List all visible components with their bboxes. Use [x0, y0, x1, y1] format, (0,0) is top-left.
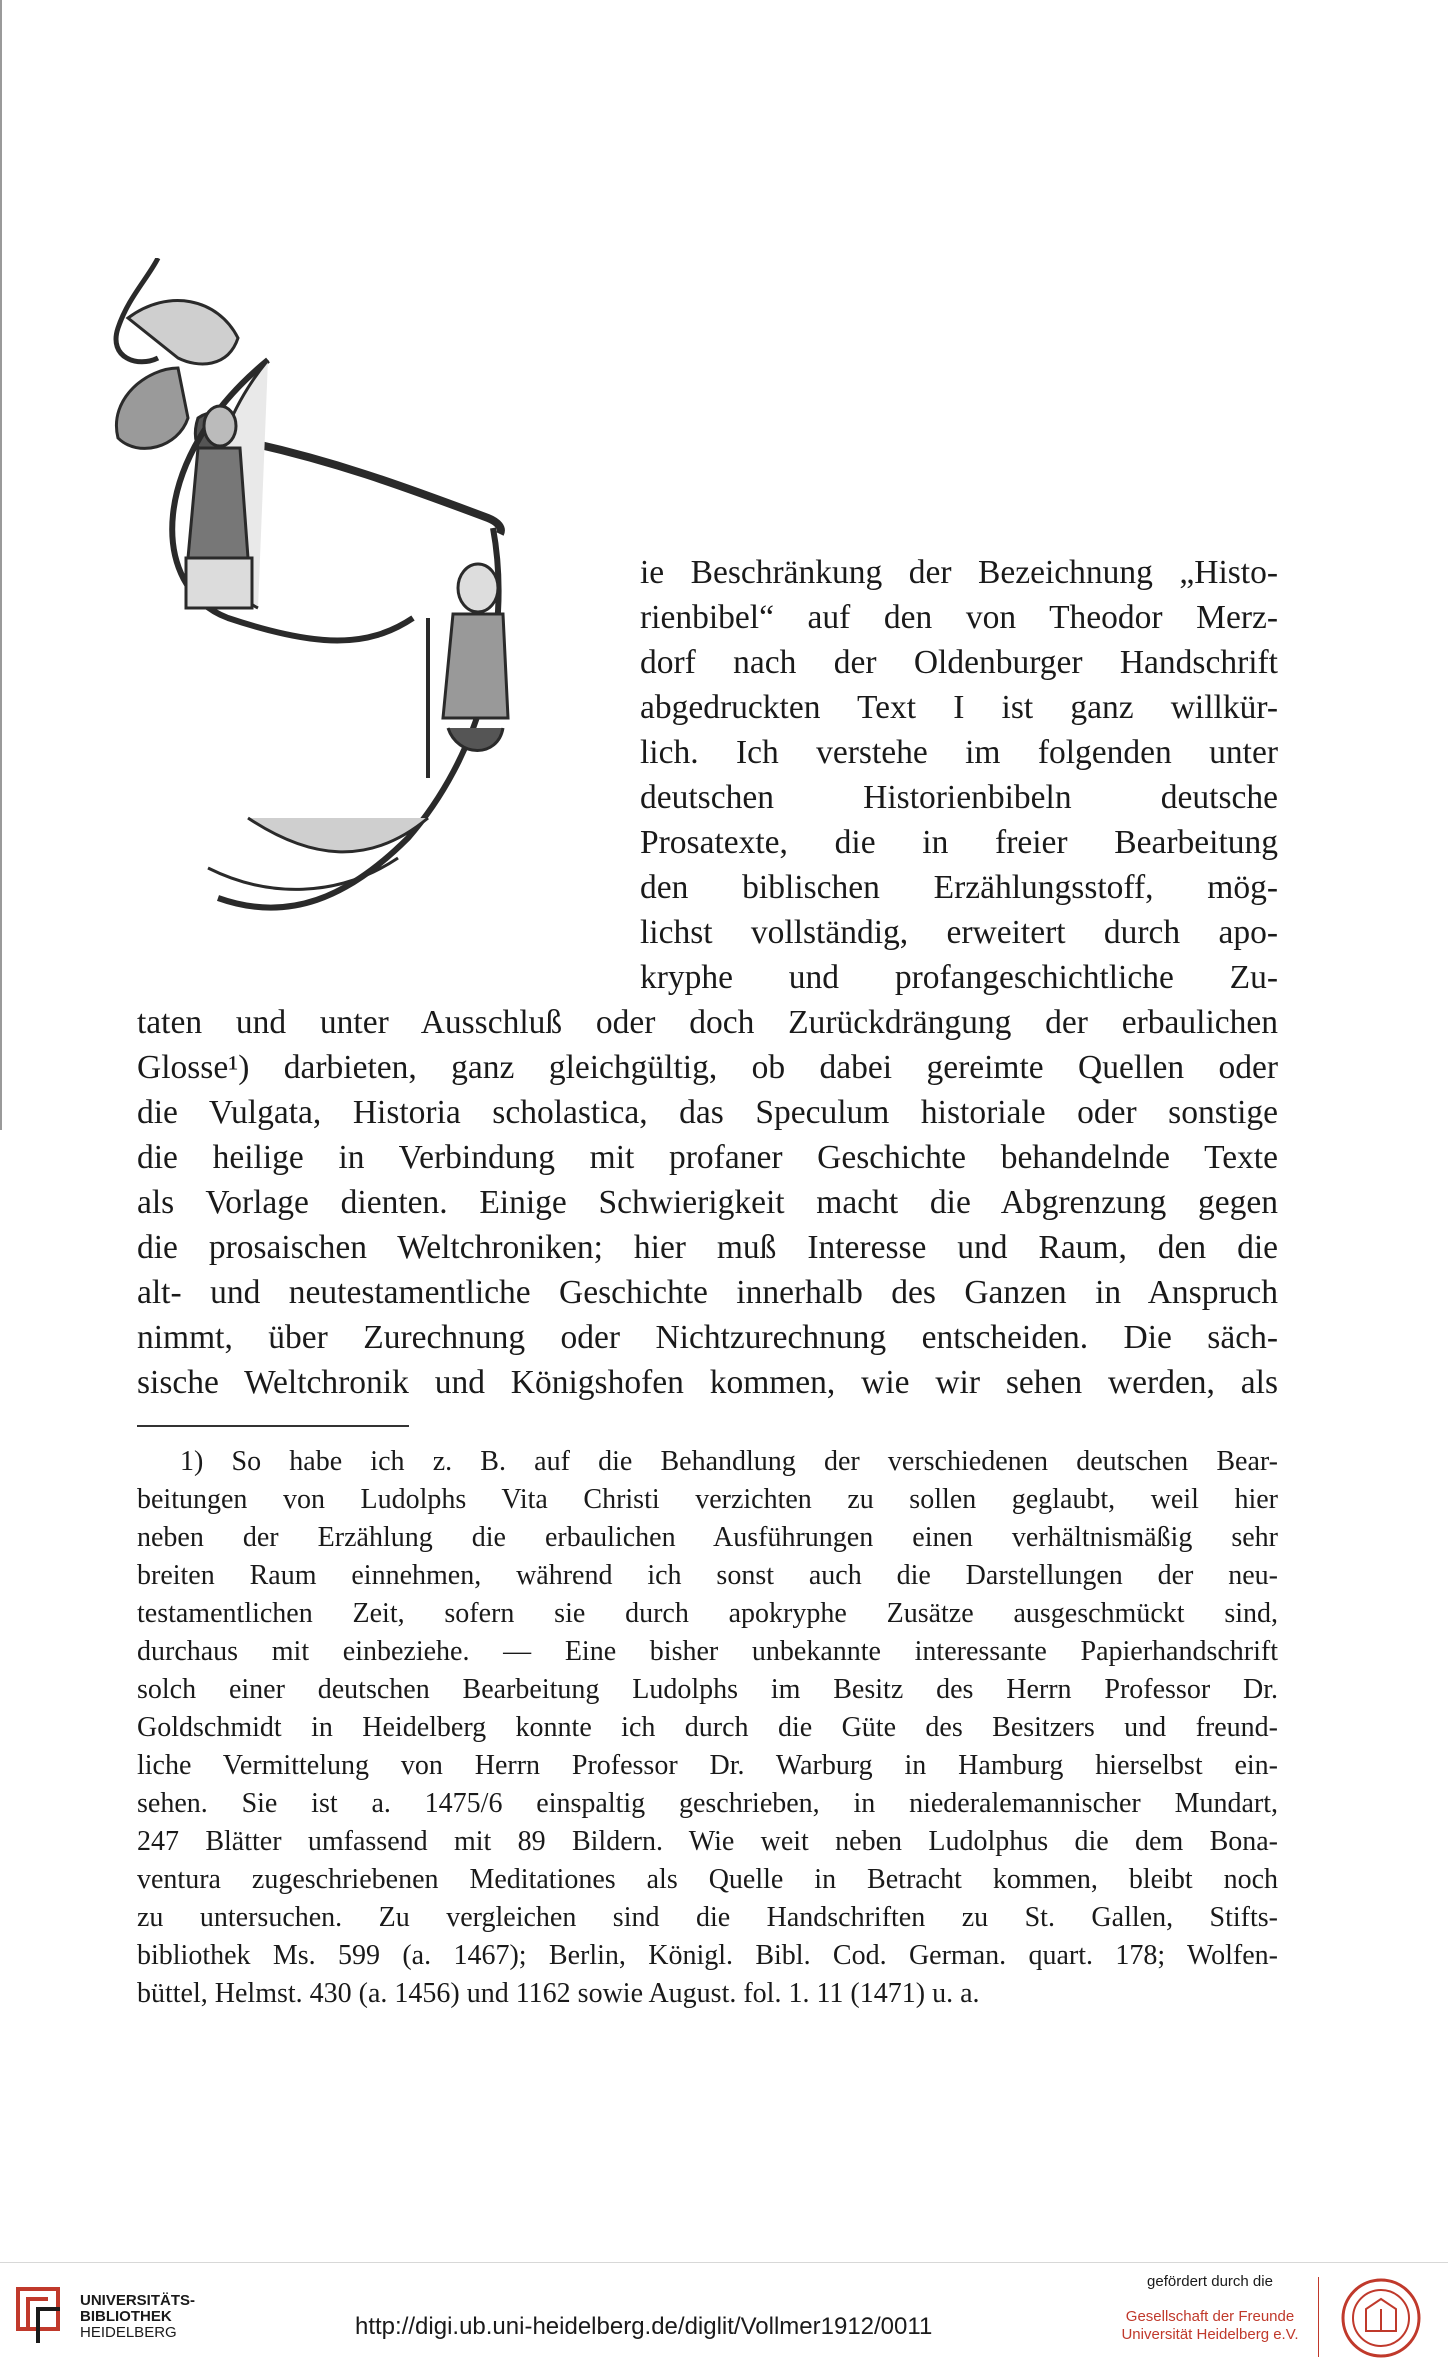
sponsor-label: gefördert durch die [1147, 2273, 1273, 2290]
text-line: lich. Ich verstehe im folgenden unter [640, 734, 1278, 771]
footnote-line: büttel, Helmst. 430 (a. 1456) und 1162 sowie August. fol. 1. 11 (1471) u. a. [137, 1978, 980, 2009]
text-line: Glosse¹) darbieten, ganz gleichgültig, ob dabei gereimte Quellen oder [137, 1049, 1278, 1086]
footnote-line: zu untersuchen. Zu vergleichen sind die Handschriften zu St. Gallen, Stifts- [137, 1902, 1278, 1933]
sponsor-block [1110, 2273, 1310, 2344]
footer-divider [1318, 2277, 1319, 2357]
footnote-line: liche Vermittelung von Herrn Professor Dr. Warburg in Hamburg hierselbst ein- [137, 1750, 1278, 1781]
footnote-line: ventura zugeschriebenen Meditationes als Quelle in Betracht kommen, bleibt noch [137, 1864, 1278, 1895]
footer-bar [0, 2262, 1448, 2370]
text-line: die prosaischen Weltchroniken; hier muß Interesse und Raum, den die [137, 1229, 1278, 1266]
text-line: als Vorlage dienten. Einige Schwierigkeit macht die Abgrenzung gegen [137, 1184, 1278, 1221]
text-line: abgedruckten Text I ist ganz willkür- [640, 689, 1278, 726]
text-line: dorf nach der Oldenburger Handschrift [640, 644, 1278, 681]
footnote-rule [137, 1425, 409, 1427]
text-line: lichst vollständig, erweitert durch apo- [640, 914, 1278, 951]
university-seal-icon [1340, 2277, 1422, 2359]
footnote-line: breiten Raum einnehmen, während ich sonst auch die Darstellungen der neu- [137, 1560, 1278, 1591]
text-line: die Vulgata, Historia scholastica, das Speculum historiale oder sonstige [137, 1094, 1278, 1131]
text-line: Prosatexte, die in freier Bearbeitung [640, 824, 1278, 861]
footnote-line: beitungen von Ludolphs Vita Christi verzichten zu sollen geglaubt, weil hier [137, 1484, 1278, 1515]
text-line: ie Beschränkung der Bezeichnung „Histo- [640, 554, 1278, 591]
sponsor-org-line2: Universität Heidelberg e.V. [1121, 2326, 1299, 2343]
footnote-line: durchaus mit einbeziehe. — Eine bisher unbekannte interessante Papierhandschrift [137, 1636, 1278, 1667]
illuminated-initial-d-icon [108, 258, 648, 978]
footnote-line: 1) So habe ich z. B. auf die Behandlung der verschiedenen deutschen Bear- [180, 1446, 1278, 1477]
text-line: taten und unter Ausschluß oder doch Zurückdrängung der erbaulichen [137, 1004, 1278, 1041]
text-line: kryphe und profangeschichtliche Zu- [640, 959, 1278, 996]
footnote-line: testamentlichen Zeit, sofern sie durch apokryphe Zusätze ausgeschmückt sind, [137, 1598, 1278, 1629]
library-name: UNIVERSITÄTS- BIBLIOTHEK HEIDELBERG [80, 2292, 196, 2341]
text-line: nimmt, über Zurechnung oder Nichtzurechnung entscheiden. Die säch- [137, 1319, 1278, 1356]
footnote-line: solch einer deutschen Bearbeitung Ludolphs im Besitz des Herrn Professor Dr. [137, 1674, 1278, 1705]
text-line: deutschen Historienbibeln deutsche [640, 779, 1278, 816]
footnote-line: neben der Erzählung die erbaulichen Ausführungen einen verhältnismäßig sehr [137, 1522, 1278, 1553]
footnote-line: sehen. Sie ist a. 1475/6 einspaltig geschrieben, in niederalemannischer Mundart, [137, 1788, 1278, 1819]
footnote-line: 247 Blätter umfassend mit 89 Bildern. Wie weit neben Ludolphus die dem Bona- [137, 1826, 1278, 1857]
scan-edge-line [0, 0, 2, 1130]
sponsor-org-line1: Gesellschaft der Freunde [1125, 2308, 1295, 2325]
ub-heidelberg-logo-icon [14, 2285, 66, 2347]
text-line: die heilige in Verbindung mit profaner Geschichte behandelnde Texte [137, 1139, 1278, 1176]
text-line: den biblischen Erzählungsstoff, mög- [640, 869, 1278, 906]
text-line: alt- und neutestamentliche Geschichte innerhalb des Ganzen in Anspruch [137, 1274, 1278, 1311]
permalink-url[interactable]: http://digi.ub.uni-heidelberg.de/diglit/Vollmer1912/0011 [355, 2313, 933, 2340]
text-line: sische Weltchronik und Königshofen kommen, wie wir sehen werden, als [137, 1364, 1278, 1401]
footnote-line: Goldschmidt in Heidelberg konnte ich durch die Güte des Besitzers und freund- [137, 1712, 1278, 1743]
text-line: rienbibel“ auf den von Theodor Merz- [640, 599, 1278, 636]
footnote-line: bibliothek Ms. 599 (a. 1467); Berlin, Königl. Bibl. Cod. German. quart. 178; Wolfen- [137, 1940, 1278, 1971]
